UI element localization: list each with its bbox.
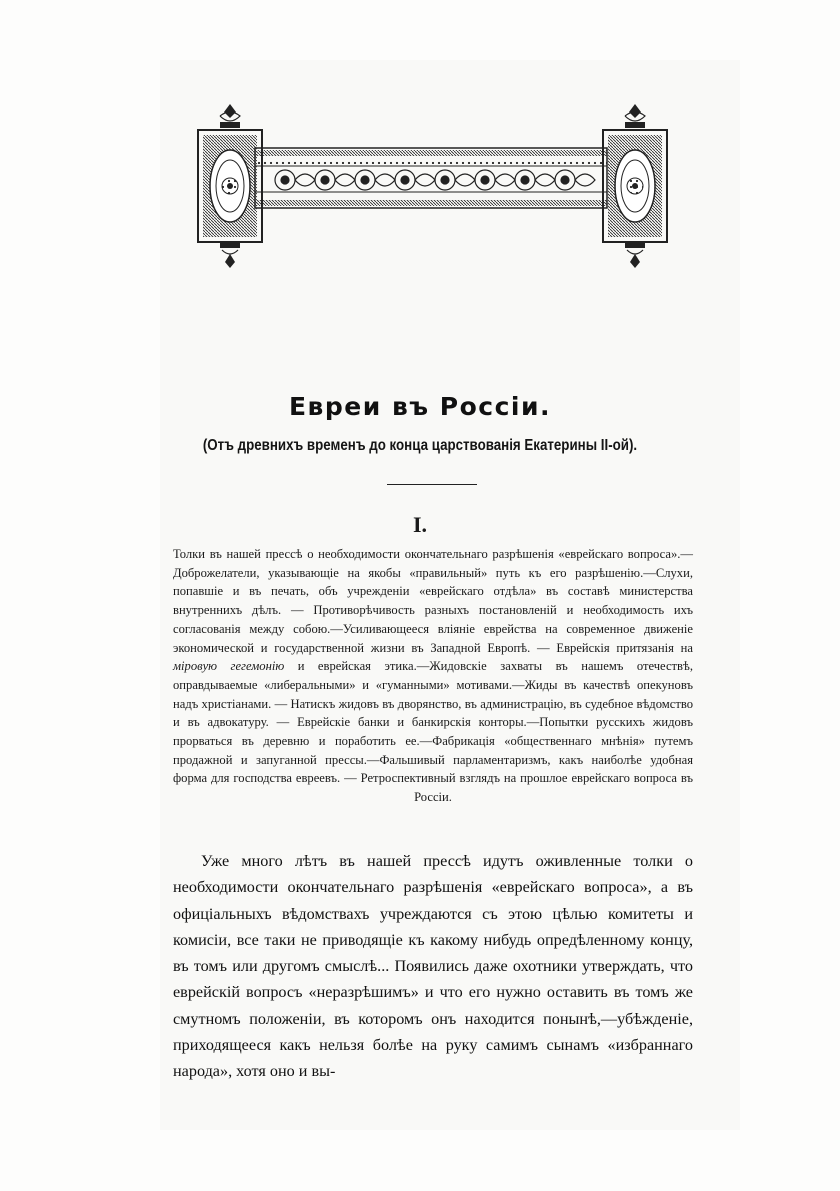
- decorative-headpiece-ornament: [190, 100, 670, 270]
- ornament-right-panel: [603, 104, 667, 268]
- summary-italic-phrase: міровую гегемонію: [173, 659, 285, 674]
- summary-text-part1: Толки въ нашей прессѣ о необходимости окончательнаго разрѣшенія «еврейскаго вопроса».—Доброжелатели, указывающіе на якобы «правильный» путь къ его разрѣшенію.—Слухи, попавшіе и въ печать, объ учрежденіи «еврейскаго отдѣла» въ составѣ министерства внутреннихъ дѣлъ. — Противорѣчивость разныхъ постановленій и необходимость ихъ согласованія между собою.—Усиливающееся вліяніе еврейства на современное движеніе экономической и государственной жизни въ Западной Европѣ. — Еврейскія притязанія на: [173, 547, 693, 655]
- title-divider: [387, 484, 477, 485]
- ornament-left-panel: [198, 104, 262, 268]
- body-paragraph: [173, 848, 693, 1085]
- chapter-number: I.: [412, 512, 428, 537]
- summary-text-part2: и еврейская этика.—Жидовскіе захваты въ нашемъ отечествѣ, оправдываемые «либеральными» и «гуманными» мотивами.—Жиды въ качествѣ опекуновъ надъ христіанами. — Натискъ жидовъ въ дворянство, въ администрацію, въ судебное вѣдомство и въ адвокатуру. — Еврейскіе банки и банкирскія конторы.—Попытки русскихъ жидовъ прорваться въ деревню и поработить ее.—Фабрикація «общественнаго мнѣнія» путемъ продажной и запуганной прессы.—Фальшивый парламентаризмъ, какъ наиболѣе удобная форма для господства евреевъ. — Ретроспективный взглядъ на прошлое еврейскаго вопроса въ Россіи.: [173, 659, 693, 805]
- ornament-band: [255, 148, 607, 208]
- article-subtitle: (Отъ древнихъ временъ до конца царствованія Екатерины II-ой).: [202, 437, 638, 454]
- article-title: Евреи въ Россіи.: [288, 392, 551, 421]
- body-paragraph-text: Уже много лѣтъ въ нашей прессѣ идутъ оживленные толки о необходимости окончательнаго разрѣшенія «еврейскаго вопроса», а въ офиціальныхъ вѣдомствахъ учреждаются съ этою цѣлью комитеты и комисіи, все таки не приводящіе къ какому нибудь опредѣленному концу, въ томъ или другомъ смыслѣ... Появились даже охотники утверждать, что еврейскій вопросъ «неразрѣшимъ» и что его нужно оставить въ томъ же смутномъ положеніи, въ которомъ онъ находится понынѣ,—убѣжденіе, приходящееся какъ нельзя болѣе на руку самимъ сынамъ «избраннаго народа», хотя оно и вы-: [173, 852, 693, 1081]
- chapter-summary: [173, 545, 693, 807]
